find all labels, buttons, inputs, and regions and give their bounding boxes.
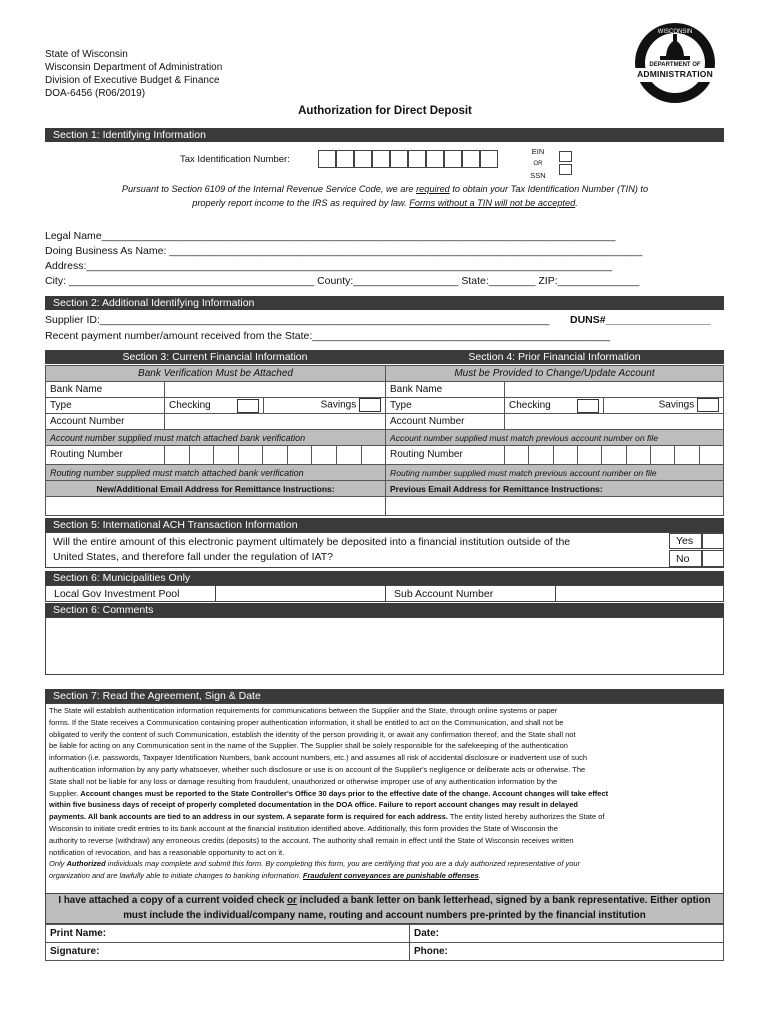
s3-email-label: New/Additional Email Address for Remittance Instructions: [46,481,386,497]
ssn-checkbox[interactable] [559,164,572,175]
agreement-line: forms. If the State receives a Communication containing proper authentication information, it shall be entitled to act on the Communication, and shall not be [49,717,564,727]
agreement-line: obligated to verify the content of such Communication, establish the identity of the person providing it, or await any confirmation thereof, and the State shall not [49,729,576,739]
agreement-text-run: Supplier. [49,788,81,798]
prior-financial-table [385,365,724,516]
org-line: Wisconsin Department of Administration [45,62,223,73]
org-block [45,48,222,100]
iat-yes-checkbox[interactable] [702,533,724,549]
sub-account-input[interactable] [555,585,724,602]
tin-label: Tax Identification Number: [180,154,290,165]
section4-heading: Section 4: Prior Financial Information [385,350,724,364]
iat-question-line: United States, and therefore fall under the regulation of IAT? [53,551,333,563]
attach-or: or [287,895,297,906]
iat-question-line: Will the entire amount of this electronic payment ultimately be deposited into a financial institution outside of the [53,536,571,548]
s4-account-number-label: Account Number [386,414,505,430]
s3-subheading: Bank Verification Must be Attached [46,366,386,382]
iat-no-checkbox[interactable] [702,550,724,567]
agreement-text-run: individuals may complete and submit this form. By completing this form, you are certifying that you are a duly authorized representative of your [105,859,581,869]
comments-input[interactable] [45,617,724,675]
notice-text: . [575,198,578,208]
agreement-bold-run: Account changes must be reported to the State Controller's Office 30 days prior to the effective date of the change. Account changes will take effect [80,788,609,798]
print-name-field[interactable]: Print Name: [46,925,410,943]
agreement-line: Wisconsin to initiate credit entries to its bank account at the financial institution identified above. Additionally, this form provides the State of Wisconsin the [49,823,558,833]
agreement-text-run: organization and are lawfully able to initiate changes to banking information. [49,871,303,881]
agreement-line: authority to reverse (withdraw) any erroneous credits (deposits) to the account. The authority shall remain in effect until the State of Wisconsin receives written [49,835,574,845]
section2-heading: Section 2: Additional Identifying Information [45,296,724,310]
section5-heading: Section 5: International ACH Transaction Information [45,518,724,532]
agreement-line: The State will establish authentication information requirements for communications between the Supplier and the State, through online systems or paper [49,706,558,715]
signature-field[interactable]: Signature: [46,943,410,961]
agreement-text-run: . [478,871,481,881]
s4-subheading: Must be Provided to Change/Update Account [386,366,724,382]
section3-heading: Section 3: Current Financial Information [45,350,385,364]
pool-label: Local Gov Investment Pool [45,585,216,602]
comments-heading: Section 6: Comments [45,603,724,617]
s4-checking-label: Checking [509,399,551,411]
agreement-text-run: Only [49,859,67,869]
tin-notice [0,182,770,210]
section1-heading: Section 1: Identifying Information [45,128,724,142]
notice-text: to obtain your Tax Identification Number (TIN) to [449,184,649,194]
s4-savings-label: Savings [658,399,695,411]
notice-warning: Forms without a TIN will not be accepted [409,198,576,208]
s3-checking-checkbox[interactable] [237,399,259,413]
s3-account-number-input[interactable] [165,414,386,430]
fraud-warning: Fraudulent conveyances are punishable offenses [302,871,479,881]
iat-yes-label: Yes [669,533,702,549]
logo-ring-text: WISCONSIN [657,29,693,35]
sub-account-label: Sub Account Number [385,585,556,602]
duns-field[interactable]: DUNS#__________________ [570,314,711,326]
date-field[interactable]: Date: [410,925,724,943]
agreement-line: notification of revocation, and has a reasonable opportunity to act on it. [49,847,285,857]
s3-bank-name-input[interactable] [165,382,386,398]
iat-no-label: No [669,550,702,567]
city-county-state-zip-field[interactable]: City: __________________________________________ County:__________________ State:________ ZIP:______________ [45,275,640,287]
attachment-statement [45,893,724,924]
attach-text-run: I have attached a copy of a current voided check [58,895,288,906]
s3-email-input[interactable] [46,497,386,516]
doa-logo [634,22,716,104]
agreement-line: information (i.e. passwords, Taxpayer Identification Numbers, bank account numbers, etc.) and assumes all risk of accidental disclosure or inadvertent use of such [49,753,588,763]
s4-type-label: Type [386,398,505,414]
dba-field[interactable]: Doing Business As Name: _________________________________________________________________________________ [45,245,643,257]
logo-line1: DEPARTMENT OF [649,62,701,68]
section7-heading: Section 7: Read the Agreement, Sign & Date [45,689,724,703]
org-line: State of Wisconsin [45,49,128,60]
page-title: Authorization for Direct Deposit [298,105,472,117]
notice-text: properly report income to the IRS as required by law. [192,198,410,208]
ssn-label: SSN [530,171,546,180]
attach-text-run: included a bank letter on bank letterhead, signed by a bank representative. Either option [296,895,711,906]
supplier-id-field[interactable]: Supplier ID:_____________________________________________________________________________ [45,314,550,326]
pool-input[interactable] [215,585,386,602]
recent-payment-field[interactable]: Recent payment number/amount received from the State:___________________________________________________ [45,330,611,342]
s4-savings-checkbox[interactable] [697,398,719,412]
s4-account-number-input[interactable] [505,414,724,430]
s4-email-input[interactable] [386,497,724,516]
org-line: Division of Executive Budget & Finance [45,75,220,86]
section6-heading: Section 6: Municipalities Only [45,571,724,585]
signature-table [45,924,724,961]
s3-bank-name-label: Bank Name [46,382,165,398]
legal-name-field[interactable]: Legal Name________________________________________________________________________________________ [45,230,616,242]
s3-account-note: Account number supplied must match attached bank verification [46,430,386,446]
agreement-bold-run: Authorized [66,859,106,869]
s3-type-label: Type [46,398,165,414]
s4-routing-note: Routing number supplied must match previous account number on file [386,465,724,481]
agreement-text [49,705,719,882]
agreement-line: State shall not be liable for any loss or damage resulting from fraudulent, unauthorized or otherwise improper use of any authentication information by the [49,776,558,786]
s3-account-number-label: Account Number [46,414,165,430]
s4-bank-name-label: Bank Name [386,382,505,398]
s4-routing-number-label: Routing Number [386,446,505,465]
address-field[interactable]: Address:__________________________________________________________________________________________ [45,260,612,272]
s4-bank-name-input[interactable] [505,382,724,398]
s4-email-label: Previous Email Address for Remittance Instructions: [386,481,724,497]
agreement-line: be liable for acting on any Communication sent in the name of the Supplier. The Supplier shall be solely responsible for the safekeeping of the authentication [49,741,568,751]
ein-ssn-labels [530,146,546,182]
agreement-line: authentication information by any party whatsoever, whether such disclosure or use is on account of the Supplier's negligence or deliberate acts or otherwise. The [49,764,586,774]
or-label: OR [533,161,543,167]
notice-required: required [416,184,450,194]
s3-checking-label: Checking [169,399,211,411]
current-financial-table [45,365,386,516]
org-line: DOA-6456 (R06/2019) [45,88,146,99]
agreement-bold-run: payments. All bank accounts are tied to an address in our system. A separate form is required for each address. [49,812,448,822]
tin-input[interactable] [318,150,498,168]
iat-question [53,535,570,565]
agreement-bold-run: within five business days of receipt of properly completed documentation in the DOA office. Failure to report account changes may result in delayed [49,800,578,810]
s3-routing-note: Routing number supplied must match attached bank verification [46,465,386,481]
s3-routing-number-label: Routing Number [46,446,165,465]
attach-line: must include the individual/company name, routing and account numbers pre-printed by the financial institution [123,909,646,921]
s3-savings-label: Savings [320,399,357,411]
agreement-text-run: The entity listed hereby authorizes the State of [447,812,605,822]
ein-checkbox[interactable] [559,151,572,162]
s3-savings-checkbox[interactable] [359,398,381,412]
s3-routing-number-input[interactable] [165,446,386,465]
notice-text: Pursuant to Section 6109 of the Internal Revenue Service Code, we are [121,184,417,194]
s4-account-note: Account number supplied must match previous account number on file [386,430,724,446]
s4-routing-number-input[interactable] [505,446,724,465]
phone-field[interactable]: Phone: [410,943,724,961]
s4-checking-checkbox[interactable] [577,399,599,413]
ein-label: EIN [531,147,545,156]
logo-line2: ADMINISTRATION [637,69,713,79]
